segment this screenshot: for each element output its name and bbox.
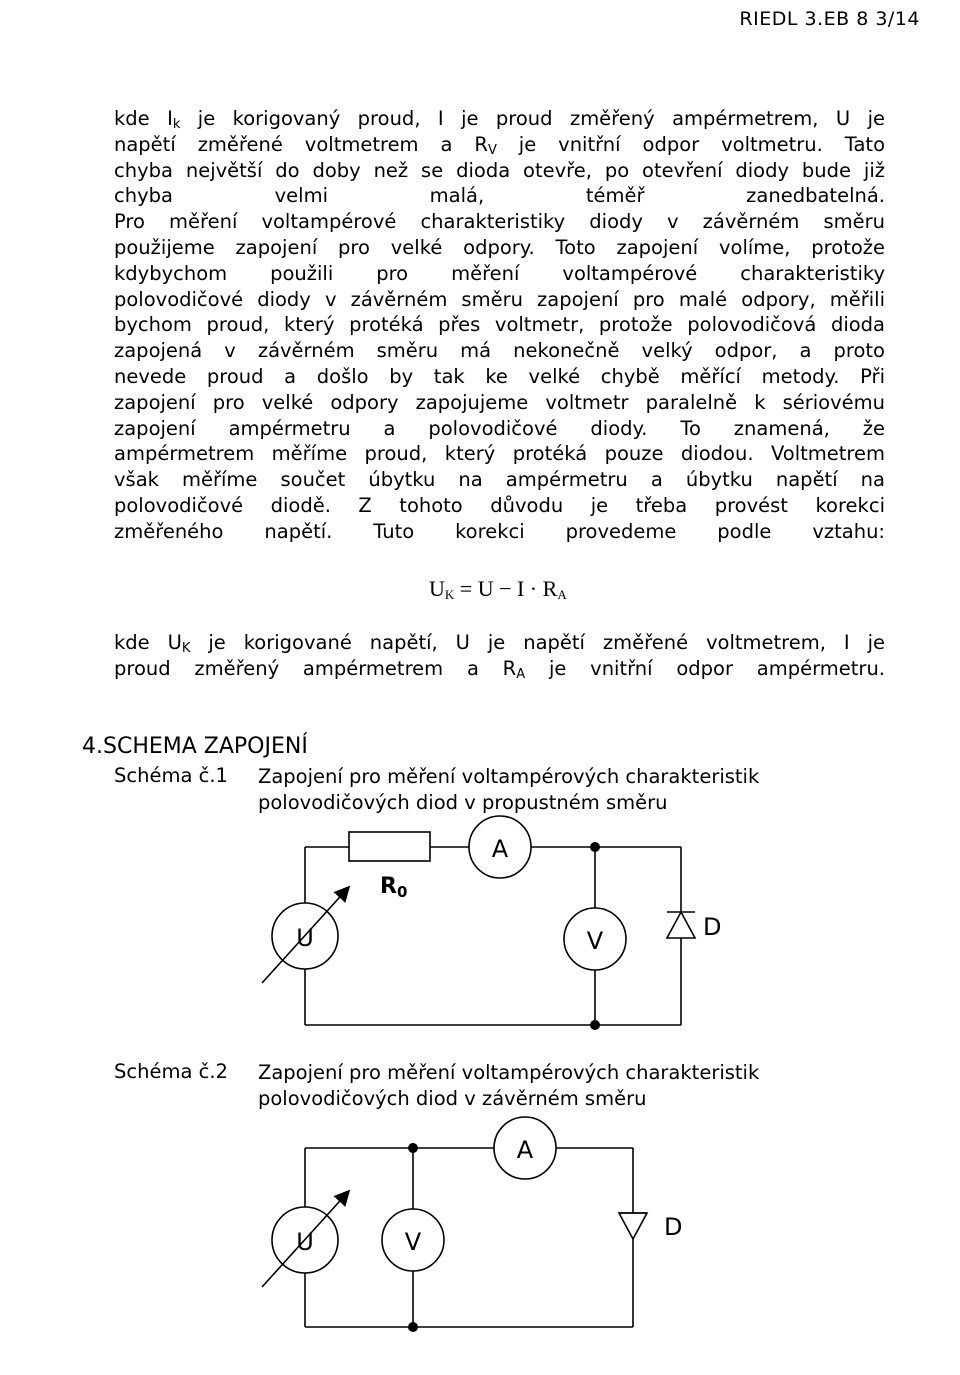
junction-dot (590, 1020, 600, 1030)
schema2-label: Schéma č.2 (114, 1060, 228, 1083)
schema2-diode-label: D (664, 1213, 683, 1241)
page-header: RIEDL 3.EB 8 3/14 (739, 8, 920, 30)
schema2-source-label: U (296, 1228, 314, 1256)
schema1-diode (667, 912, 695, 938)
text-line: kde $U_K$ je korigované napětí, U je napětí změřené voltmetrem, I je (114, 631, 886, 656)
junction-dot (590, 842, 600, 852)
schema1-ammeter-label: A (491, 835, 509, 863)
schema2-voltmeter-label: V (404, 1228, 422, 1256)
schema2-circuit (305, 1148, 633, 1327)
schema1-title-line2: polovodičových diod v propustném směru (258, 791, 668, 814)
schema2-title-line2: polovodičových diod v závěrném směru (258, 1087, 647, 1110)
junction-dot (408, 1322, 418, 1332)
schema1-source-label: U (296, 924, 314, 952)
text-line: zapojení ampérmetru a polovodičové diody. To znamená, že (114, 416, 885, 440)
section-heading: 4.SCHEMA ZAPOJENÍ (82, 734, 308, 759)
schema2-title-line1: Zapojení pro měření voltampérových charakteristik (258, 1061, 760, 1084)
text-line: Pro měření voltampérové charakteristiky diody v závěrném směru (114, 210, 885, 234)
schema2-ammeter-label: A (516, 1136, 534, 1164)
text-line: kde $I_k$ je korigovaný proud, I je proud změřený ampérmetrem, U je (114, 107, 885, 132)
text-line: polovodičové diody v závěrném směru zapojení pro malé odpory, měřili (114, 287, 885, 311)
text-line: změřeného napětí. Tuto korekci provedeme podle vztahu: (114, 519, 885, 543)
text-line: proud změřený ampérmetrem a $R_A$ je vnitřní odpor ampérmetru. (114, 656, 886, 682)
schema1-title-line1: Zapojení pro měření voltampérových charakteristik (258, 765, 760, 788)
text-line: chyba velmi malá, téměř zanedbatelná. (114, 184, 885, 208)
text-line: chyba největší do doby než se dioda otevře, po otevření diody bude již (114, 158, 885, 182)
text-line: však měříme součet úbytku na ampérmetru a úbytku napětí na (114, 468, 885, 492)
schema1-voltmeter-label: V (586, 927, 604, 955)
formula-korekce-napeti: $U_K = U - I \cdot R_A$ (429, 576, 567, 602)
text-line: nevede proud a došlo by tak ke velké chybě měřící metody. Při (114, 364, 885, 388)
text-line: zapojená v závěrném směru má nekonečně velký odpor, a proto (114, 339, 885, 363)
text-line: ampérmetrem měříme proud, který protéká pouze diodou. Voltmetrem (114, 442, 885, 466)
schema1-diode-label: D (703, 913, 722, 941)
schema1-resistor-label: R0 (380, 874, 408, 901)
resistor-r0 (349, 832, 430, 861)
schema1-label: Schéma č.1 (114, 764, 228, 787)
text-line: polovodičové diodě. Z tohoto důvodu je třeba provést korekci (114, 493, 885, 517)
text-line: bychom proud, který protéká přes voltmetr, protože polovodičová dioda (114, 313, 885, 337)
text-line: kdybychom použili pro měření voltampérové charakteristiky (114, 261, 885, 285)
text-line: napětí změřené voltmetrem a $R_V$ je vnitřní odpor voltmetru. Tato (114, 132, 885, 158)
junction-dot (408, 1143, 418, 1153)
schema2-diode (619, 1213, 647, 1239)
text-line: použijeme zapojení pro velké odpory. Toto zapojení volíme, protože (114, 235, 885, 259)
text-line: zapojení pro velké odpory zapojujeme voltmetr paralelně k sériovému (114, 390, 885, 414)
